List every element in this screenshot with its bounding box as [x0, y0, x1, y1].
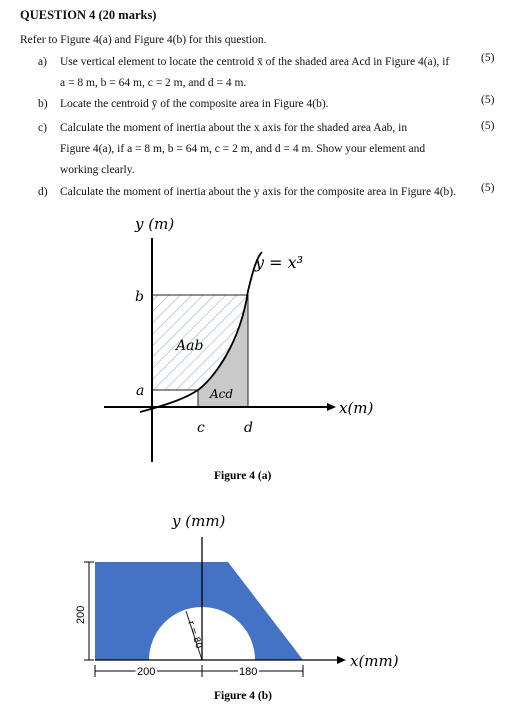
part-c-marks: (5) — [481, 120, 495, 132]
part-c-line-2: Figure 4(a), if a = 8 m, b = 64 m, c = 2 m, and d = 4 m. Show your element and — [60, 143, 426, 155]
fig-a-y-axis-label: y (m) — [135, 215, 175, 233]
part-d-line-1: Calculate the moment of inertia about the y axis for the composite area in Figure 4(b). — [60, 186, 456, 198]
radius-label: r = 80 — [185, 619, 204, 650]
fig-a-area-cd: Acd — [210, 387, 234, 401]
part-b-marks: (5) — [481, 94, 495, 106]
part-a-line-1: Use vertical element to locate the centroid x̄ of the shaded area Acd in Figure 4(a), if — [60, 56, 450, 68]
part-b-label: b) — [38, 98, 48, 110]
part-d-label: d) — [38, 186, 48, 198]
dim-right-label: 180 — [239, 666, 258, 678]
fig-a-label-b: b — [135, 289, 144, 305]
part-a-marks: (5) — [481, 52, 495, 64]
part-a-label: a) — [38, 56, 47, 68]
fig-a-curve-label: y = x³ — [255, 253, 304, 272]
fig-b-caption: Figure 4 (b) — [214, 690, 272, 702]
part-d-marks: (5) — [481, 182, 495, 194]
question-title: QUESTION 4 (20 marks) — [20, 8, 157, 22]
fig-b-x-axis-label: x(mm) — [350, 652, 399, 670]
x-axis-arrow — [327, 403, 336, 411]
part-c-line-1: Calculate the moment of inertia about the x axis for the shaded area Aab, in — [60, 122, 408, 134]
question-intro: Refer to Figure 4(a) and Figure 4(b) for this question. — [20, 34, 267, 46]
dim-height-label: 200 — [75, 605, 87, 624]
fig-a-label-d: d — [244, 420, 253, 436]
fig-a-area-ab: Aab — [176, 338, 204, 354]
fig-a-caption: Figure 4 (a) — [214, 470, 272, 482]
fig-a-label-a: a — [136, 383, 145, 399]
fig-a-x-axis-label: x(m) — [339, 399, 374, 417]
fig-b-x-axis-arrow — [337, 656, 346, 664]
part-b-line-1: Locate the centroid ȳ of the composite area in Figure 4(b). — [60, 98, 329, 110]
figure-4b — [75, 512, 399, 702]
part-c-line-3: working clearly. — [60, 164, 135, 176]
part-c-label: c) — [38, 122, 47, 134]
part-a-line-2: a = 8 m, b = 64 m, c = 2 m, and d = 4 m. — [60, 77, 247, 89]
fig-a-label-c: c — [197, 420, 205, 436]
dim-left-label: 200 — [137, 666, 156, 678]
fig-b-y-axis-label: y (mm) — [172, 512, 226, 530]
